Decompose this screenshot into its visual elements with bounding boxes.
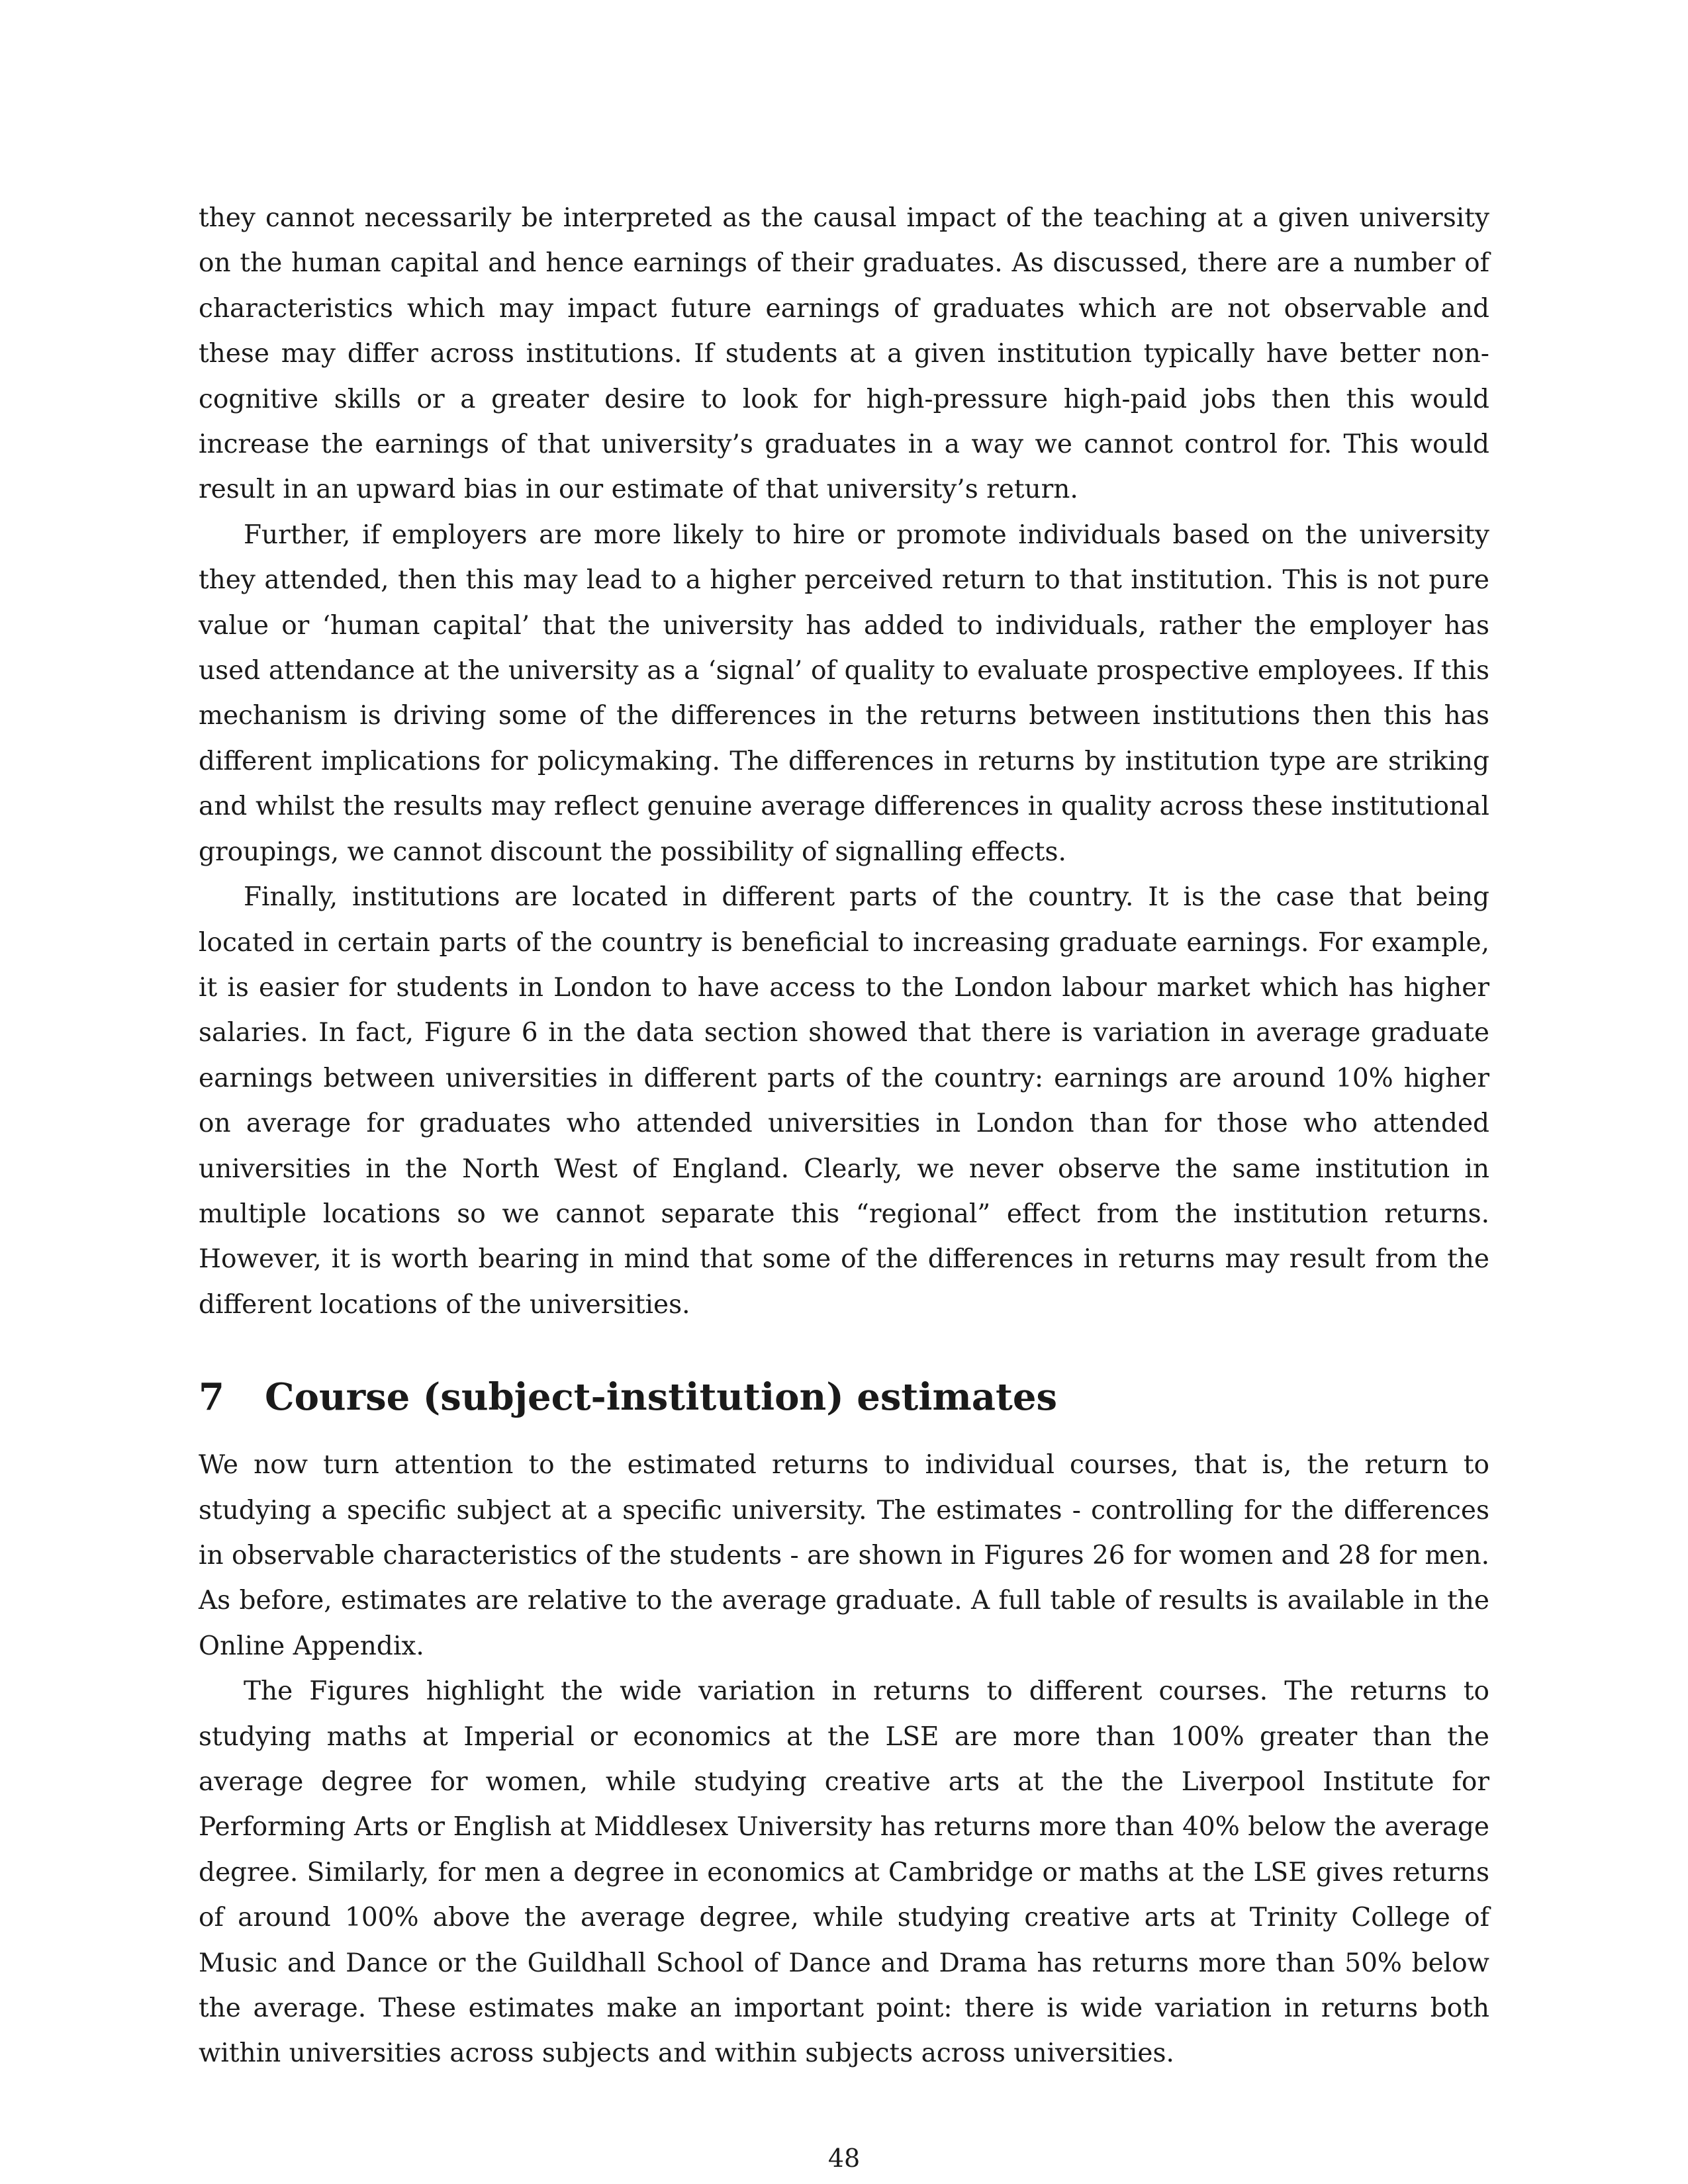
page-body [199,196,1489,2077]
paragraph-course-variation: The Figures highlight the wide variation in returns to different courses. The returns to studying maths at Imperial or economics at the LSE are more than 100% greater than the average degree for women, while studying creative arts at the the Liverpool Institute for Performing Arts or English at Middlesex University has returns more than 40% below the average degree. Similarly, for men a degree in economics at Cambridge or maths at the LSE gives returns of around 100% above the average degree, while studying creative arts at Trinity College of Music and Dance or the Guildhall School of Dance and Drama has returns more than 50% below the average. These estimates make an important point: there is wide variation in returns both within universities across subjects and within subjects across universities. [199,1676,1489,2069]
paragraph-causal-impact: they cannot necessarily be interpreted as the causal impact of the teaching at a given university on the human capital and hence earnings of their graduates. As discussed, there are a number of characteristics which may impact future earnings of graduates which are not observable and these may differ across institutions. If students at a given institution typically have better non-cognitive skills or a greater desire to look for high-pressure high-paid jobs then this would increase the earnings of that university’s graduates in a way we cannot control for. This would result in an upward bias in our estimate of that university’s return. [199,203,1489,505]
paragraph-signalling: Further, if employers are more likely to hire or promote individuals based on the university they attended, then this may lead to a higher perceived return to that institution. This is not pure value or ‘human capital’ that the university has added to individuals, rather the employer has used attendance at the university as a ‘signal’ of quality to evaluate prospective employees. If this mechanism is driving some of the differences in the returns between institutions then this has different implications for policymaking. The differences in returns by institution type are striking and whilst the results may reflect genuine average differences in quality across these institutional groupings, we cannot discount the possibility of signalling effects. [199,520,1489,867]
paragraph-course-estimates: We now turn attention to the estimated returns to individual courses, that is, the return to studying a specific subject at a specific university. The estimates - controlling for the differences in observable characteristics of the students - are shown in Figures 26 for women and 28 for men. As before, estimates are relative to the average graduate. A full table of results is available in the Online Appendix. [199,1450,1489,1661]
section-heading [199,1374,1489,1420]
paragraph-regional: Finally, institutions are located in different parts of the country. It is the case that being located in certain parts of the country is beneficial to increasing graduate earnings. For example, it is easier for students in London to have access to the London labour market which has higher salaries. In fact, Figure 6 in the data section showed that there is variation in average graduate earnings between universities in different parts of the country: earnings are around 10% higher on average for graduates who attended universities in London than for those who attended universities in the North West of England. Clearly, we never observe the same institution in multiple locations so we cannot separate this “regional” effect from the institution returns. However, it is worth bearing in mind that some of the differences in returns may result from the different locations of the universities. [199,882,1489,1320]
section-number: 7 [199,1375,224,1420]
section-title: Course (subject-institution) estimates [265,1375,1058,1420]
page-number: 48 [827,2144,861,2173]
